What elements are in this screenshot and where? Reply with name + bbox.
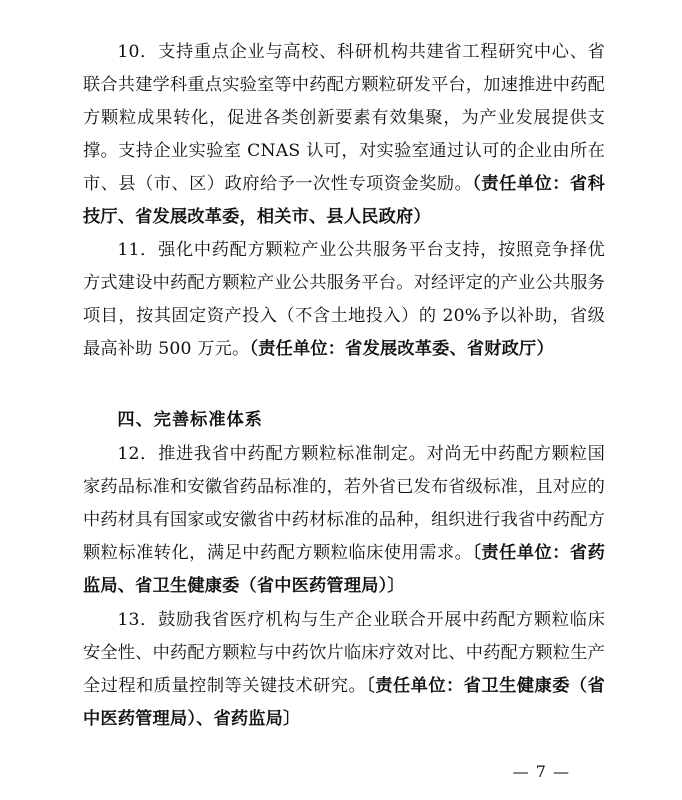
paragraph-12-body: 12．推进我省中药配方颗粒标准制定。对尚无中药配方颗粒国家药品标准和安徽省药品标准的，若外省已发布省级标准，且对应的中药材具有国家或安徽省中药材标准的品种，组织进行我省中药配方颗粒标准转化，满足中药配方颗粒临床使用需求。 [83, 444, 605, 563]
paragraph-11-responsibility: （责任单位：省发展改革委、省财政厅） [249, 339, 554, 359]
paragraph-10 [83, 36, 605, 234]
paragraph-13 [83, 604, 605, 736]
paragraph-12 [83, 438, 605, 603]
page-number: — 7 — [512, 762, 570, 781]
paragraph-11-body: 11．强化中药配方颗粒产业公共服务平台支持，按照竞争择优方式建设中药配方颗粒产业公共服务平台。对经评定的产业公共服务项目，按其固定资产投入（不含土地投入）的 20%予以补助，省级最高补助 500 万元。 [83, 240, 605, 359]
section-heading: 四、完善标准体系 [117, 410, 263, 430]
paragraph-13-body: 13．鼓励我省医疗机构与生产企业联合开展中药配方颗粒临床安全性、中药配方颗粒与中药饮片临床疗效对比、中药配方颗粒生产全过程和质量控制等关键技术研究。 [83, 610, 605, 696]
paragraph-13-responsibility: 〔责任单位：省卫生健康委（省中医药管理局）、省药监局〕 [83, 676, 606, 729]
paragraph-10-responsibility: （责任单位：省科技厅、省发展改革委，相关市、县人民政府） [83, 174, 605, 227]
paragraph-12-responsibility: 〔责任单位：省药监局、省卫生健康委（省中医药管理局）〕 [83, 543, 605, 596]
paragraph-11 [83, 234, 605, 366]
paragraph-10-body: 10．支持重点企业与高校、科研机构共建省工程研究中心、省联合共建学科重点实验室等中药配方颗粒研发平台，加速推进中药配方颗粒成果转化，促进各类创新要素有效集聚，为产业发展提供支撑。支持企业实验室 CNAS 认可，对实验室通过认可的企业由所在市、县（市、区）政府给予一次性专项资金奖励。 [83, 42, 605, 194]
